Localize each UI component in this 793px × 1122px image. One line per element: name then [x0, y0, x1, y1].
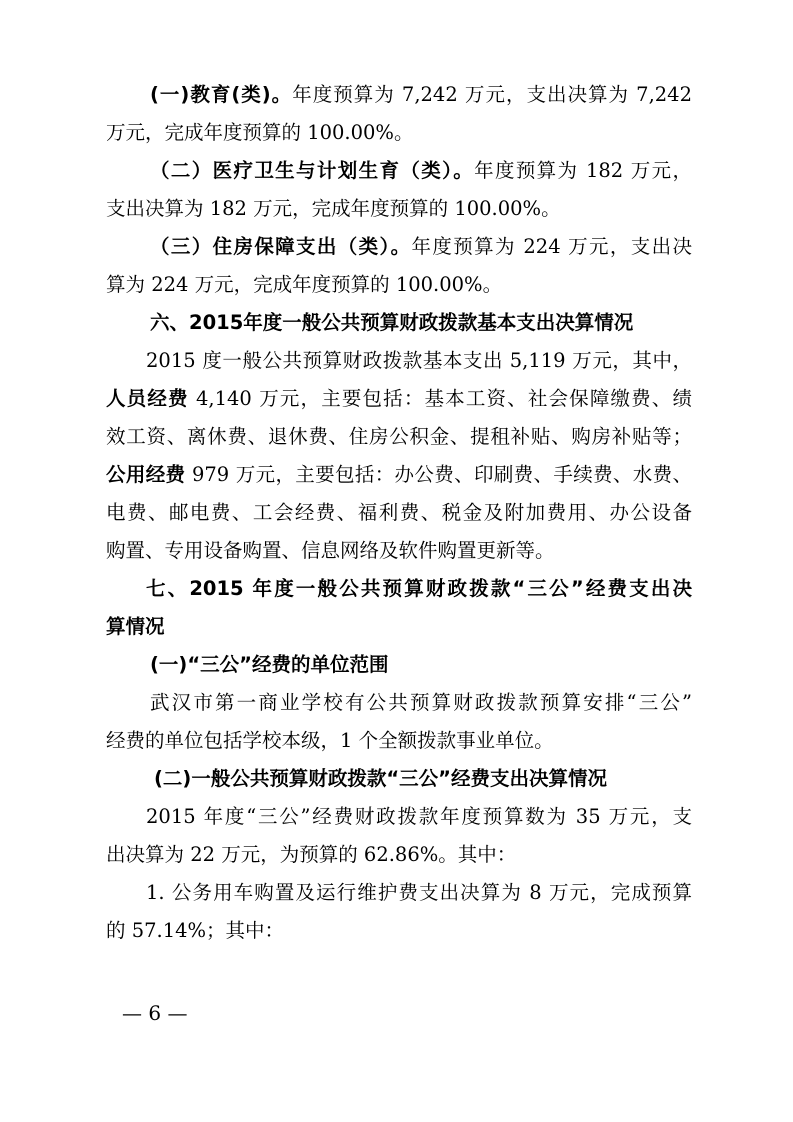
para-health-line-2: 支出决算为 182 万元，完成年度预算的 100.00%。 — [106, 197, 561, 220]
para-scope-line-2: 经费的单位包括学校本级，1 个全额拨款事业单位。 — [106, 729, 554, 752]
para-housing-line-1: （三）住房保障支出（类）。年度预算为 224 万元，支出决 — [150, 235, 692, 258]
para-health-line-1: （二）医疗卫生与计划生育（类）。年度预算为 182 万元， — [150, 159, 692, 182]
term-public-expense: 公用经费 — [106, 463, 186, 486]
section-heading-7-line-2: 算情况 — [106, 615, 165, 638]
para-three-public-line-1: 2015 年度“三公”经费财政拨款年度预算数为 35 万元，支 — [146, 805, 692, 828]
heading-health: （二）医疗卫生与计划生育（类）。 — [150, 159, 475, 182]
subheading-scope: (一)“三公”经费的单位范围 — [150, 653, 389, 676]
para-vehicle-line-2: 的 57.14%；其中： — [106, 919, 285, 942]
para-vehicle-line-1: 1. 公务用车购置及运行维护费支出决算为 8 万元，完成预算 — [146, 881, 692, 904]
para-basic-expense-line-3: 效工资、离休费、退休费、住房公积金、提租补贴、购房补贴等； — [106, 425, 692, 448]
para-basic-expense-line-2: 人员经费 4,140 万元，主要包括：基本工资、社会保障缴费、绩 — [106, 387, 692, 410]
para-basic-expense-line-1: 2015 度一般公共预算财政拨款基本支出 5,119 万元，其中， — [146, 349, 692, 372]
para-education-line-2: 万元，完成年度预算的 100.00%。 — [106, 121, 414, 144]
section-heading-7-line-1: 七、2015 年度一般公共预算财政拨款“三公”经费支出决 — [146, 577, 692, 600]
para-scope-line-1: 武汉市第一商业学校有公共预算财政拨款预算安排“三公” — [150, 691, 692, 714]
section-heading-6: 六、2015年度一般公共预算财政拨款基本支出决算情况 — [150, 311, 634, 334]
para-basic-expense-line-6: 购置、专用设备购置、信息网络及软件购置更新等。 — [106, 539, 555, 562]
heading-education: (一)教育(类)。 — [150, 83, 293, 106]
page-number: — 6 — — [122, 1001, 188, 1025]
para-three-public-line-2: 出决算为 22 万元，为预算的 62.86%。其中： — [106, 843, 517, 866]
para-housing-line-2: 算为 224 万元，完成年度预算的 100.00%。 — [106, 273, 503, 296]
para-education-line-1: (一)教育(类)。年度预算为 7,242 万元，支出决算为 7,242 — [150, 83, 692, 106]
subheading-three-public-expense: (二)一般公共预算财政拨款“三公”经费支出决算情况 — [154, 767, 607, 790]
para-basic-expense-line-5: 电费、邮电费、工会经费、福利费、税金及附加费用、办公设备 — [106, 501, 692, 524]
para-basic-expense-line-4: 公用经费 979 万元，主要包括：办公费、印刷费、手续费、水费、 — [106, 463, 692, 486]
heading-housing: （三）住房保障支出（类）。 — [150, 235, 412, 258]
term-personnel-expense: 人员经费 — [106, 387, 189, 410]
